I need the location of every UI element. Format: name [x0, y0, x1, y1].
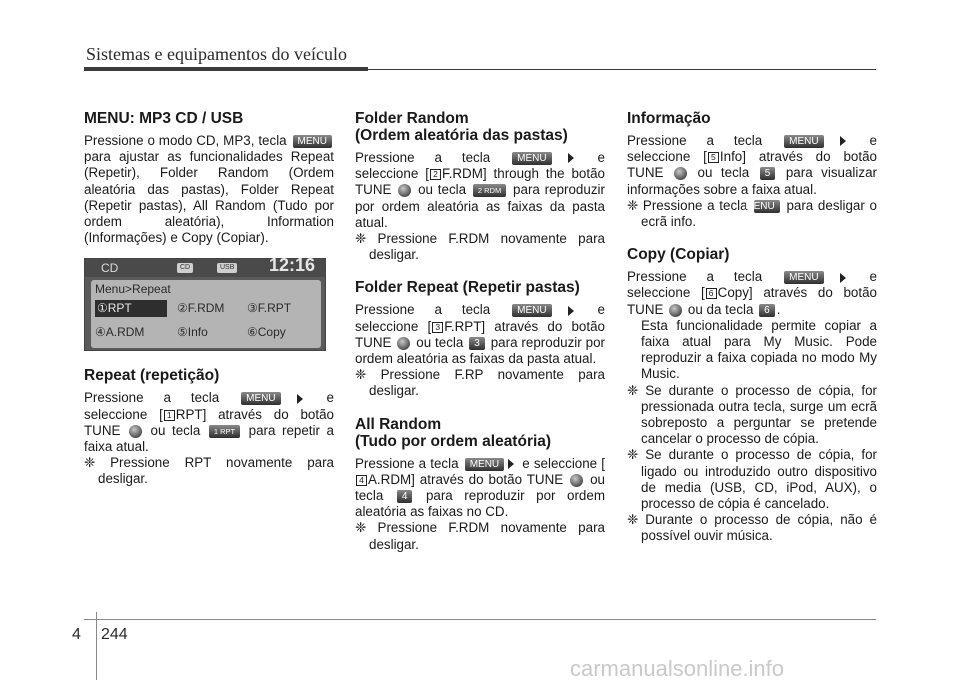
screen-item-frpt: ③F.RPT	[247, 301, 292, 316]
heading-folder-random: Folder Random (Ordem aleatória das pastas)	[355, 110, 568, 144]
tune-knob-icon	[398, 184, 411, 197]
folder-repeat-note: ❈ Pressione F.RP novamente para desligar.	[355, 367, 605, 399]
info-note: ❈ Pressione a tecla MENU para desligar o ecrã info.	[627, 197, 877, 230]
heading-folder-repeat: Folder Repeat (Repetir pastas)	[355, 279, 580, 297]
right-arrow-icon	[840, 136, 846, 146]
tune-knob-icon	[129, 425, 142, 438]
tune-knob-icon	[570, 474, 583, 487]
copy-description: Esta funcionalidade permite copiar a faixa atual para My Music. Pode reproduzir a faixa copiada no modo My Music.	[641, 317, 877, 382]
heading-repeat: Repeat (repetição)	[84, 367, 220, 385]
rdm-key-icon: 2 RDM	[473, 184, 506, 197]
usb-chip: USB	[217, 263, 237, 273]
number-4-icon: 4	[356, 475, 367, 486]
repeat-note: ❈ Pressione RPT novamente para desligar.	[84, 455, 334, 487]
screen-mode: CD	[101, 261, 119, 276]
screen-menu-panel	[91, 280, 321, 348]
right-arrow-icon	[568, 153, 574, 163]
display-screen	[84, 255, 326, 351]
menu-key-icon: MENU	[512, 304, 551, 317]
copy-paragraph: Pressione a tecla MENU e seleccione [ 6 Copy] através do botão TUNE ou da tecla 6 .	[627, 269, 877, 317]
chapter-number: 4	[72, 626, 81, 643]
screen-item-ardm: ④A.RDM	[95, 325, 145, 340]
right-arrow-icon	[297, 394, 303, 404]
all-random-note: ❈ Pressione F.RDM novamente para desligar.	[355, 520, 605, 552]
menu-key-icon: MENU	[512, 152, 551, 165]
heading-menu-mp3: MENU: MP3 CD / USB	[84, 110, 244, 127]
all-random-paragraph: Pressione a tecla MENU e seleccione [4 A.RDM] através do botão TUNE ou tecla 4 para reproduzir por ordem aleatória as faixas no CD.	[355, 455, 605, 520]
cd-chip: CD	[177, 263, 193, 273]
key-6-icon: 6	[759, 304, 775, 317]
column-3	[627, 110, 877, 545]
header-rule-thick	[84, 67, 368, 71]
folder-random-paragraph: Pressione a tecla MENU e seleccione [ 2 F.RDM] through the botão TUNE ou tecla 2 RDM para reproduzir por ordem aleatória as faixas da pasta atual.	[355, 150, 605, 230]
menu-key-icon: MENU	[241, 392, 280, 405]
tune-knob-icon	[397, 337, 410, 350]
tune-knob-icon	[674, 167, 687, 180]
heading-copy: Copy (Copiar)	[627, 246, 730, 264]
number-1-icon: 1	[164, 410, 175, 421]
screen-item-copy: ⑥Copy	[247, 325, 286, 340]
footer-rule	[84, 619, 876, 620]
right-arrow-icon	[508, 459, 514, 469]
copy-note-2: ❈ Se durante o processo de cópia, for ligado ou introduzido outro dispositivo de media (USB, CD, iPod, AUX), o processo de cópia é cancelado.	[627, 447, 877, 512]
number-6-icon: 6	[706, 288, 717, 299]
section-title: Sistemas e equipamentos do veículo	[86, 44, 347, 64]
menu-key-icon: MENU	[465, 458, 504, 471]
folder-repeat-paragraph: Pressione a tecla MENU e seleccione [ 3 F.RPT] através do botão TUNE ou tecla 3 para reproduzir por ordem aleatória as faixas da pasta atual.	[355, 302, 605, 367]
footer-divider	[96, 612, 97, 680]
heading-info: Informação	[627, 110, 711, 127]
number-5-icon: 5	[708, 152, 719, 163]
number-2-icon: 2	[430, 169, 441, 180]
number-3-icon: 3	[432, 322, 443, 333]
info-paragraph: Pressione a tecla MENU e seleccione [ 5 Info] através do botão TUNE ou tecla 5 para visualizar informações sobre a faixa atual.	[627, 133, 877, 197]
menu-key-icon: MENU	[293, 135, 332, 148]
repeat-paragraph: Pressione a tecla MENU e seleccione [ 1 RPT] através do botão TUNE ou tecla 1 RPT para repetir a faixa atual.	[84, 390, 334, 455]
tune-knob-icon	[669, 304, 682, 317]
menu-key-icon: MENU	[784, 135, 823, 148]
copy-note-3: ❈ Durante o processo de cópia, não é possível ouvir música.	[627, 512, 877, 544]
key-3-icon: 3	[469, 337, 485, 350]
key-5-icon: 5	[760, 167, 776, 180]
folder-random-note: ❈ Pressione F.RDM novamente para desligar.	[355, 231, 605, 263]
screen-menu-title: Menu>Repeat	[95, 282, 171, 297]
column-2	[355, 110, 605, 553]
screen-item-frdm: ②F.RDM	[177, 301, 225, 316]
menu-key-icon: MENU	[754, 200, 779, 213]
right-arrow-icon	[568, 306, 574, 316]
screen-item-info: ⑤Info	[177, 325, 208, 340]
copy-note-1: ❈ Se durante o processo de cópia, for pressionada outra tecla, surge um ecrã sobreposto a perguntar se pretende cancelar o processo de cópia.	[627, 382, 877, 447]
intro-paragraph: Pressione o modo CD, MP3, tecla MENU para ajustar as funcionalidades Repeat (Repetir), Folder Random (Ordem aleatória das pastas), Folder Repeat (Repetir pastas), All Random (Tudo por ordem aleatória), Information (Informações) e Copy (Copiar).	[84, 133, 334, 246]
right-arrow-icon	[840, 273, 846, 283]
rpt-key-icon: 1 RPT	[209, 425, 240, 438]
key-4-icon: 4	[397, 490, 413, 503]
heading-all-random: All Random (Tudo por ordem aleatória)	[355, 415, 552, 450]
menu-key-icon: MENU	[784, 271, 823, 284]
column-1	[84, 110, 334, 488]
page-number: 244	[101, 626, 128, 643]
header-rule-thin	[368, 69, 876, 70]
screen-item-rpt: ①RPT	[95, 300, 167, 316]
screen-clock: 12:16	[269, 255, 316, 276]
watermark: carmanualsonline.info	[570, 656, 785, 681]
